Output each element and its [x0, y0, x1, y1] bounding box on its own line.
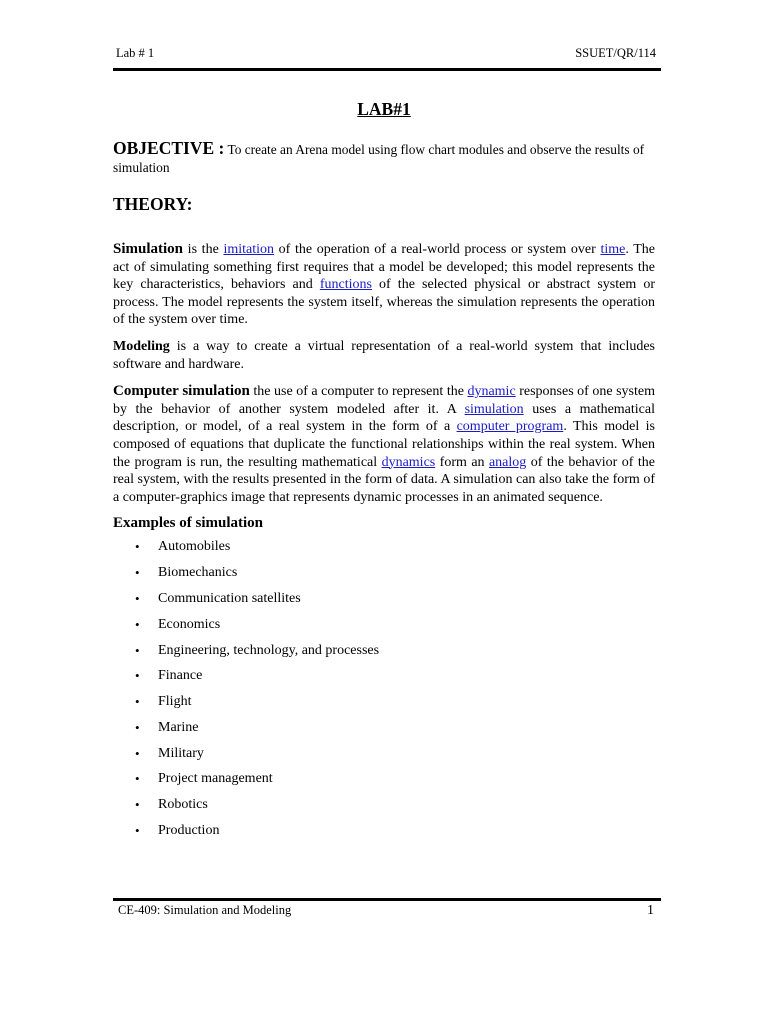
- list-item-label: Engineering, technology, and processes: [158, 642, 380, 658]
- header-doc-code: SSUET/QR/114: [575, 46, 656, 60]
- simulation-text-1: is the: [183, 242, 224, 257]
- list-item-label: Project management: [158, 771, 273, 787]
- link-simulation[interactable]: simulation: [464, 401, 524, 417]
- list-item: [113, 770, 655, 796]
- list-item: [113, 616, 655, 642]
- list-item: [113, 745, 655, 771]
- computer-text-5: form an: [435, 454, 489, 470]
- list-item-label: Military: [158, 745, 204, 761]
- list-item: [113, 667, 655, 693]
- computer-text-3: uses a mathematical description, or model, of a real system in the form of a: [113, 401, 655, 435]
- bullet-icon: •: [135, 771, 140, 787]
- simulation-text-3: . The act of simulating something first requires that a model be developed; this model represents the key characteristics, behaviors and: [113, 242, 655, 293]
- link-dynamic[interactable]: dynamic: [467, 384, 516, 400]
- bullet-icon: •: [135, 745, 140, 761]
- bullet-icon: •: [135, 719, 140, 735]
- bullet-icon: •: [135, 797, 140, 813]
- list-item-label: Marine: [158, 719, 199, 735]
- list-item-label: Automobiles: [158, 539, 231, 555]
- modeling-paragraph: [113, 338, 655, 373]
- simulation-paragraph: [113, 241, 655, 329]
- bullet-icon: •: [135, 565, 140, 581]
- computer-simulation-term: Computer simulation: [113, 383, 250, 400]
- bullet-icon: •: [135, 642, 140, 658]
- footer-rule: [113, 898, 661, 901]
- computer-text-2: responses of one system by the behavior of another system modeled after it. A: [113, 384, 655, 417]
- list-item-label: Biomechanics: [158, 565, 238, 581]
- list-item: [113, 538, 655, 564]
- objective-label: OBJECTIVE :: [113, 138, 225, 158]
- bullet-icon: •: [135, 539, 140, 555]
- list-item: [113, 822, 655, 848]
- list-item-label: Production: [158, 823, 220, 839]
- list-item: [113, 719, 655, 745]
- list-item: [113, 693, 655, 719]
- computer-simulation-paragraph: [113, 383, 655, 506]
- examples-heading: Examples of simulation: [113, 515, 264, 532]
- simulation-term: Simulation: [113, 241, 184, 257]
- header-rule: [113, 68, 661, 71]
- link-dynamics[interactable]: dynamics: [381, 454, 436, 470]
- simulation-text-4: of the selected physical or abstract system or process. The model represents the system itself, whereas the simulation represents the operation of the system over time.: [113, 277, 655, 328]
- bullet-icon: •: [135, 694, 140, 710]
- list-item-label: Robotics: [158, 797, 208, 813]
- header-lab-number: Lab # 1: [116, 46, 155, 60]
- list-item-label: Communication satellites: [158, 590, 301, 606]
- bullet-icon: •: [135, 616, 140, 632]
- list-item: [113, 590, 655, 616]
- link-time[interactable]: time: [600, 242, 626, 257]
- bullet-icon: •: [135, 668, 140, 684]
- examples-list: [113, 538, 655, 848]
- objective-text: To create an Arena model using flow chart modules and observe the results of simulation: [113, 142, 645, 175]
- list-item: [113, 564, 655, 590]
- simulation-text-2: of the operation of a real-world process or system over: [274, 242, 601, 257]
- page-title: [0, 99, 768, 120]
- list-item-label: Economics: [158, 616, 221, 632]
- computer-text-1: the use of a computer to represent the: [249, 384, 468, 400]
- bullet-icon: •: [135, 590, 140, 606]
- link-imitation[interactable]: imitation: [223, 242, 274, 257]
- computer-text-4: . This model is composed of equations that duplicate the functional relationships within the real system. When the program is run, the resulting mathematical: [113, 419, 656, 470]
- list-item: [113, 642, 655, 668]
- computer-text-6: of the behavior of the real system, with the results presented in the form of data. A simulation can also take the form of a computer-graphics image that represents dynamic processes in an animated sequence.: [113, 454, 655, 505]
- link-computer-program[interactable]: computer program: [456, 419, 564, 435]
- modeling-term: Modeling: [113, 338, 170, 354]
- modeling-text: is a way to create a virtual representation of a real-world system that includes software and hardware.: [113, 338, 655, 372]
- list-item: [113, 796, 655, 822]
- list-item-label: Finance: [158, 668, 203, 684]
- main-content: [113, 139, 655, 848]
- list-item-label: Flight: [158, 694, 192, 710]
- link-functions[interactable]: functions: [319, 277, 372, 293]
- footer-page-number: 1: [647, 903, 654, 918]
- page-title-text: LAB#1: [357, 99, 411, 119]
- footer-course-title: CE-409: Simulation and Modeling: [118, 903, 292, 917]
- bullet-icon: •: [135, 823, 140, 839]
- objective-paragraph: [113, 139, 655, 177]
- link-analog[interactable]: analog: [488, 454, 527, 470]
- theory-heading: THEORY:: [113, 194, 193, 214]
